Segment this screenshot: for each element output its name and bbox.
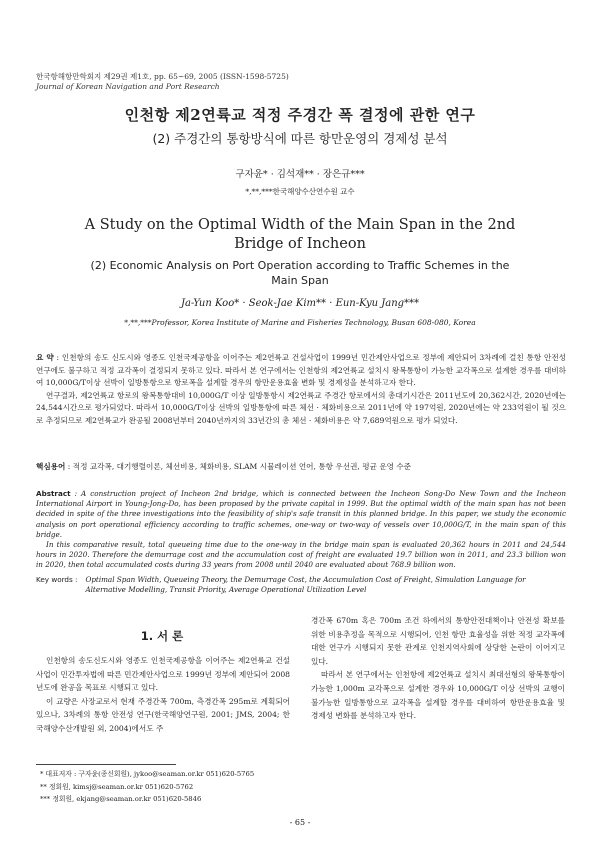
- journal-header: [36, 72, 289, 92]
- abstract-paragraph-1: [36, 489, 566, 540]
- english-title: A Study on the Optimal Width of the Main Span in the 2nd Bridge of Incheon: [84, 217, 516, 252]
- english-abstract: [36, 489, 566, 571]
- summary-paragraph-1: [36, 352, 566, 390]
- footnotes: [40, 768, 300, 806]
- korean-title: 인천항 제2연륙교 적정 주경간 폭 결정에 관한 연구: [124, 106, 476, 124]
- korean-subtitle: (2) 주경간의 통항방식에 따른 항만운영의 경제성 분석: [152, 131, 448, 146]
- abstract-text-1: : A construction project of Incheon 2nd bridge, which is connected between the Incheon Song-Do New Town and the Incheon International Airport in Young-Jong-Do, has been proposed by the private capital in 1999. But the optimal width of the main span has not been decided in spite of the three investigations into the feasibility of ship's safe transit in this planned bridge. In this paper, we study the economic analysis on port operational efficiency according to traffic schemes, one-way or two-way of vessels over 10,000G/T, in the main span of this bridge.: [36, 489, 566, 539]
- footnote-author-3: *** 정회원, ekjang@seaman.or.kr 051)620-5846: [40, 795, 202, 803]
- summary-text-1: : 인천항의 송도 신도시와 영종도 인천국제공항을 이어주는 제2연륙교 건설사업이 1999년 민간제안사업으로 정부에 제안되어 3차례에 걸친 통항 안전성 연구에도 불구하고 적정 교각폭이 결정되지 못하고 있다. 따라서 본 연구에서는 인천항의 제2연륙교 설치시 왕복통항이 가능한 교각폭으로 설계한 경우를 대비하여 10,000G/T이상 선박이 일방통항으로 항로폭을 설계할 경우의 항만운용효율 변화 및 경제성을 분석하고자 한다.: [36, 353, 566, 387]
- summary-label: 요 약: [36, 353, 54, 362]
- english-keywords-text: Optimal Span Width, Queueing Theory, the Demurrage Cost, the Accumulation Cost of Freight, Simulation Language for Alternative Modelling, Transit Priority, Average Operational Utilization Level: [85, 575, 526, 594]
- abstract-paragraph-2: In this comparative result, total queueing time due to the one-way in the bridge main span is evaluated 20,362 hours in 2011 and 24,544 hours in 2020. Therefore the demurrage cost and the accumulation cost of freight are evaluated 19.7 billion won in 2011, and 23.3 billion won in 2020, then total accumulated costs during 33 years from 2008 until 2040 are evaluated about 768.9 billion won.: [36, 540, 566, 570]
- korean-keywords: [36, 461, 566, 472]
- korean-keywords-label: 핵심용어: [36, 462, 66, 471]
- summary-paragraph-2: 연구결과, 제2연륙교 항로의 왕복통항대비 10,000G/T 이상 일방통항시 제2연륙교 주경간 항로에서의 총대기시간은 2011년도에 20,362시간, 2020년에는 24,544시간으로 평가되었다. 따라서 10,000G/T이상 선박의 일방통항에 따른 체선 · 체화비용으로 2011년에 약 197억원, 2020년에는 약 233억원이 될 것으로 추정되므로 제2연륙교가 완공될 2008년부터 2040년까지의 33년간의 총 체선 · 체화비용은 약 7,689억원으로 평가 되었다.: [36, 390, 566, 425]
- footnote-divider: [36, 764, 176, 765]
- journal-citation: 한국항해항만학회지 제29권 제1호, pp. 65~69, 2005 (ISSN-1598-5725): [36, 72, 289, 81]
- body-paragraph: 경간폭 670m 혹은 700m 조건 하에서의 통항안전대책이나 안전성 확보를 위한 비용추정을 목적으로 시행되어, 인천 항만 효율성을 위한 적정 교각폭에 대한 연구가 시행되지 못한 관계로 인천지역사회에 상당한 논란이 이어지고 있다.: [311, 616, 565, 666]
- korean-affiliation: *,**,***한국해양수산연수원 교수: [245, 187, 355, 196]
- footnote-author-2: ** 정회원, kimsj@seaman.or.kr 051)620-5762: [40, 782, 194, 791]
- abstract-label: Abstract: [36, 489, 71, 498]
- body-column-right: [311, 614, 565, 723]
- body-paragraph: 따라서 본 연구에서는 인천항에 제2연륙교 설치시 최대선형의 왕복통항이 가능한 1,000m 교각폭으로 설계한 경우와 10,000G/T 이상 선박의 교행이 불가능한 일방통항으로 교각폭을 설계할 경우를 대비하여 항만운용효율 및 경제성 변화를 분석하고자 한다.: [311, 670, 565, 721]
- korean-authors: 구자윤* · 김석재** · 장은규***: [235, 169, 365, 180]
- english-keywords-label: Key words :: [36, 575, 78, 584]
- body-paragraph: 이 교량은 사장교로서 현재 주경간폭 700m, 측경간폭 295m로 계획되어 있으나, 3차례의 통항 안전성 연구(한국해양연구원, 2001; JMS, 2004; 한국해양수산개발원 외, 2004)에서도 주: [36, 696, 290, 733]
- body-column-left: [36, 654, 290, 736]
- english-subtitle: (2) Economic Analysis on Port Operation according to Traffic Schemes in the Main Span: [90, 259, 510, 287]
- korean-summary: [36, 352, 566, 427]
- korean-keywords-text: : 적정 교각폭, 대기행렬이론, 체선비용, 체화비용, SLAM 시뮬레이션 언어, 통항 우선권, 평균 운영 수준: [65, 462, 412, 471]
- page-number: - 65 -: [289, 818, 311, 827]
- english-affiliation: *,**,***Professor, Korea Institute of Marine and Fisheries Technology, Busan 608-080, Korea: [124, 318, 476, 327]
- section-title-introduction: 1. 서 론: [140, 629, 184, 643]
- english-authors: Ja-Yun Koo* · Seok-Jae Kim** · Eun-Kyu Jang***: [180, 298, 420, 309]
- footnote-corresponding-author: * 대표저자 : 구자윤(종신회원), jykoo@seaman.or.kr 051)620-5765: [40, 770, 255, 778]
- journal-name: Journal of Korean Navigation and Port Research: [36, 82, 220, 91]
- english-keywords: [36, 575, 566, 595]
- body-paragraph: 인천항의 송도신도시와 영종도 인천국제공항을 이어주는 제2연륙교 건설사업이 민간투자법에 따른 민간제안사업으로 1999년 정부에 제안되어 2008년도에 완공을 목표로 시행되고 있다.: [36, 656, 290, 693]
